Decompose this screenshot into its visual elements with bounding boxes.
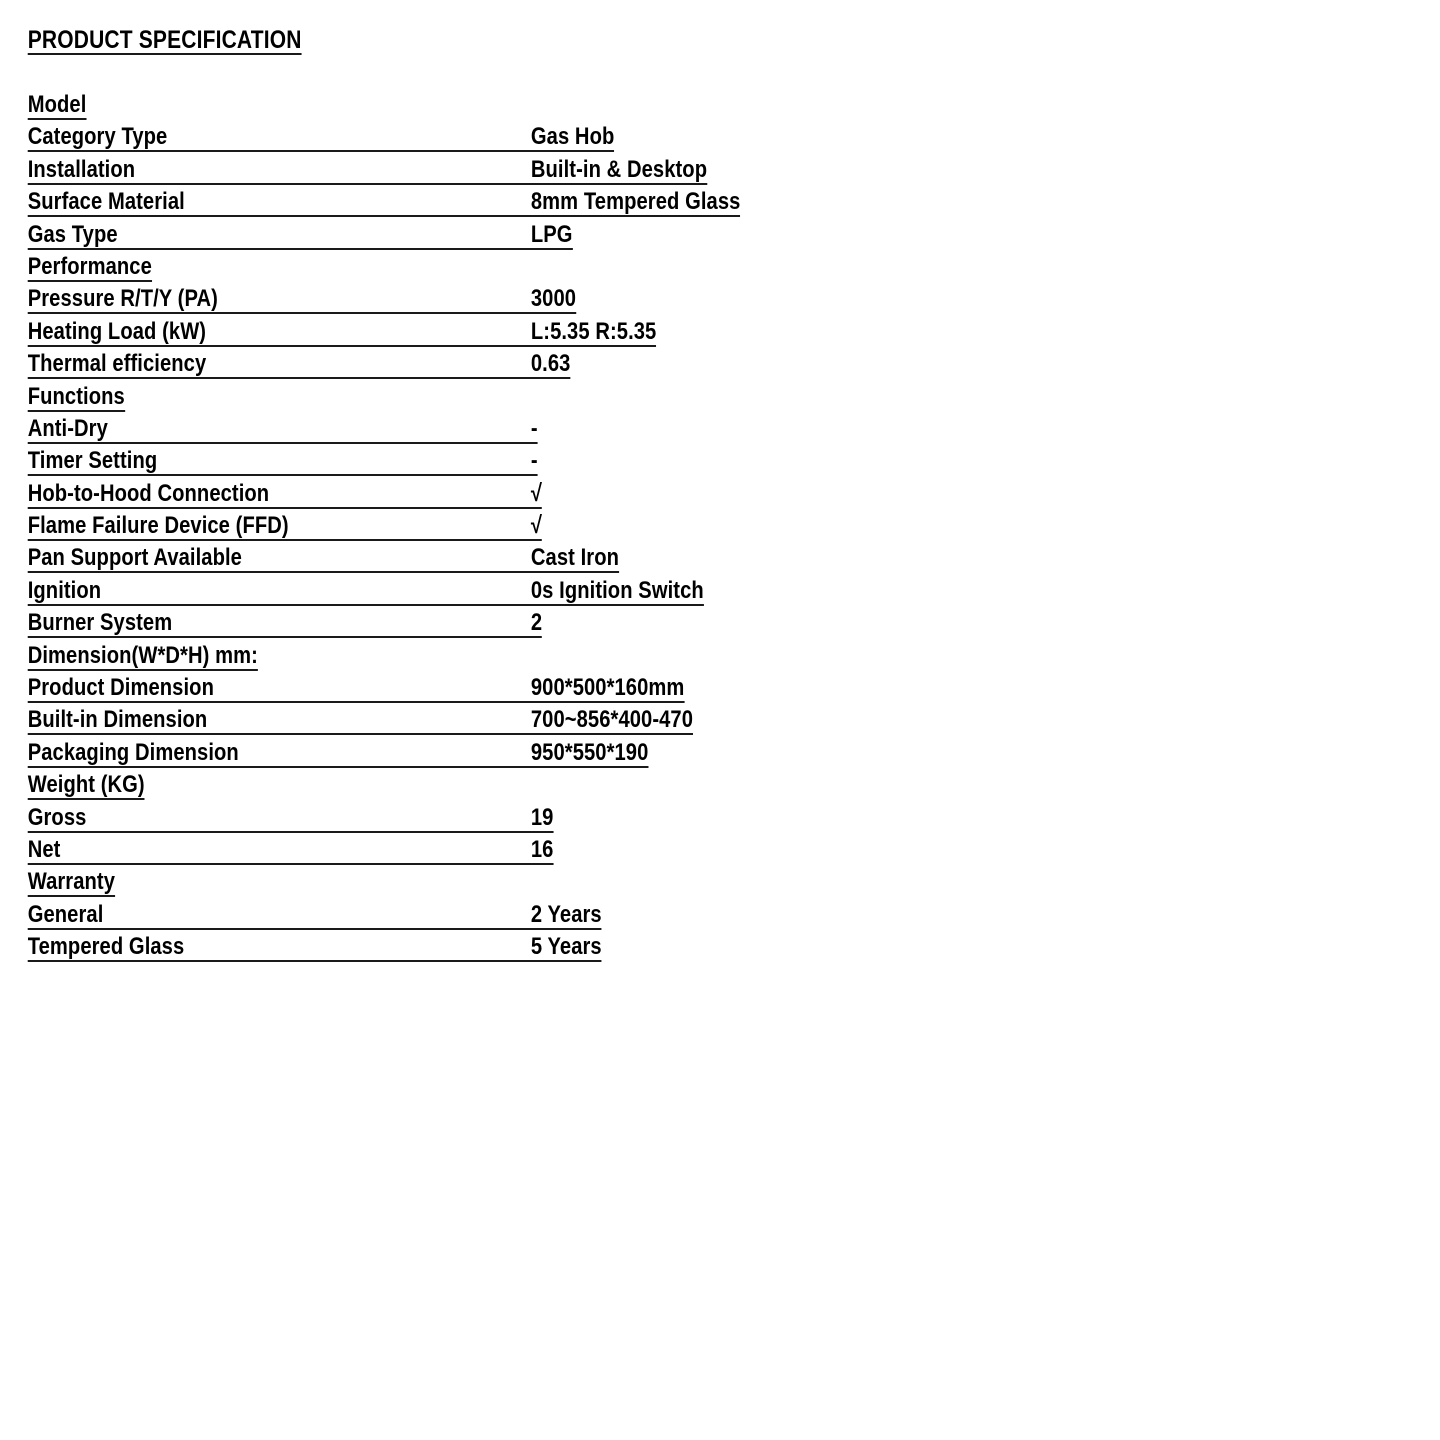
spec-row	[28, 545, 619, 573]
spec-value: Cast Iron	[530, 544, 620, 572]
spec-value: 950*550*190	[530, 738, 649, 766]
section-header-row	[28, 643, 258, 671]
spec-row	[28, 157, 707, 185]
spec-row	[28, 222, 573, 250]
spec-value: -	[530, 414, 538, 442]
spec-label: Functions	[27, 382, 125, 410]
spec-value: L:5.35 R:5.35	[530, 317, 657, 345]
spec-value: 0s Ignition Switch	[530, 576, 704, 604]
spec-row	[28, 286, 576, 314]
spec-label: Hob-to-Hood Connection	[27, 479, 270, 507]
spec-value: 8mm Tempered Glass	[530, 188, 741, 216]
spec-label: Pressure R/T/Y (PA)	[27, 285, 218, 313]
spec-label: Gross	[27, 803, 87, 831]
spec-label: Heating Load (kW)	[27, 317, 207, 345]
spec-label: Performance	[27, 252, 152, 280]
spec-row	[28, 319, 657, 347]
spec-label: Model	[27, 91, 87, 118]
spec-row	[28, 416, 538, 444]
spec-value: LPG	[530, 220, 573, 248]
spec-table	[28, 92, 1440, 962]
spec-label: Tempered Glass	[27, 933, 185, 961]
spec-value: 19	[530, 803, 554, 831]
spec-row	[28, 707, 693, 735]
spec-row	[28, 610, 542, 638]
spec-row	[28, 578, 704, 606]
spec-row	[28, 351, 571, 379]
spec-row	[28, 448, 538, 476]
spec-value: 900*500*160mm	[530, 674, 685, 702]
spec-value: 2	[530, 609, 543, 637]
section-header-row	[28, 92, 87, 120]
spec-label: Pan Support Available	[27, 544, 242, 572]
spec-label: Timer Setting	[27, 447, 158, 475]
spec-label: Flame Failure Device (FFD)	[27, 512, 289, 540]
spec-value: -	[530, 447, 538, 475]
spec-value: √	[530, 512, 543, 540]
spec-label: Thermal efficiency	[27, 350, 207, 378]
section-header-row	[28, 772, 145, 800]
spec-row	[28, 481, 542, 509]
spec-label: Packaging Dimension	[27, 738, 239, 766]
spec-label: Gas Type	[27, 220, 118, 248]
spec-row	[28, 189, 741, 217]
spec-row	[28, 740, 649, 768]
spec-label: Product Dimension	[27, 674, 214, 702]
spec-row	[28, 902, 602, 930]
spec-label: Anti-Dry	[27, 414, 108, 442]
spec-label: Category Type	[27, 123, 168, 151]
spec-row	[28, 934, 602, 962]
spec-value: 3000	[530, 285, 577, 313]
section-header-row	[28, 869, 115, 897]
spec-value: 2 Years	[530, 900, 602, 928]
spec-label: Built-in Dimension	[27, 706, 208, 734]
spec-value: √	[530, 479, 543, 507]
spec-label: Dimension(W*D*H) mm:	[27, 641, 258, 669]
page-title: PRODUCT SPECIFICATION	[27, 26, 302, 54]
spec-value: 5 Years	[530, 933, 602, 961]
spec-row	[28, 513, 542, 541]
spec-value: Gas Hob	[530, 123, 615, 151]
section-header-row	[28, 254, 152, 282]
spec-label: Weight (KG)	[27, 771, 145, 799]
spec-row	[28, 837, 554, 865]
section-header-row	[28, 384, 125, 412]
spec-row	[28, 124, 615, 152]
spec-value: 0.63	[530, 350, 571, 378]
spec-label: Ignition	[27, 576, 102, 604]
spec-label: Net	[27, 835, 61, 863]
spec-label: Surface Material	[27, 188, 185, 216]
spec-label: General	[27, 900, 104, 928]
spec-label: Burner System	[27, 609, 173, 637]
spec-value: 700~856*400-470	[530, 706, 694, 734]
spec-value: 16	[530, 835, 554, 863]
spec-row	[28, 675, 685, 703]
spec-row	[28, 805, 554, 833]
spec-label: Installation	[27, 155, 136, 183]
spec-value: Built-in & Desktop	[530, 155, 708, 183]
spec-label: Warranty	[27, 868, 116, 896]
